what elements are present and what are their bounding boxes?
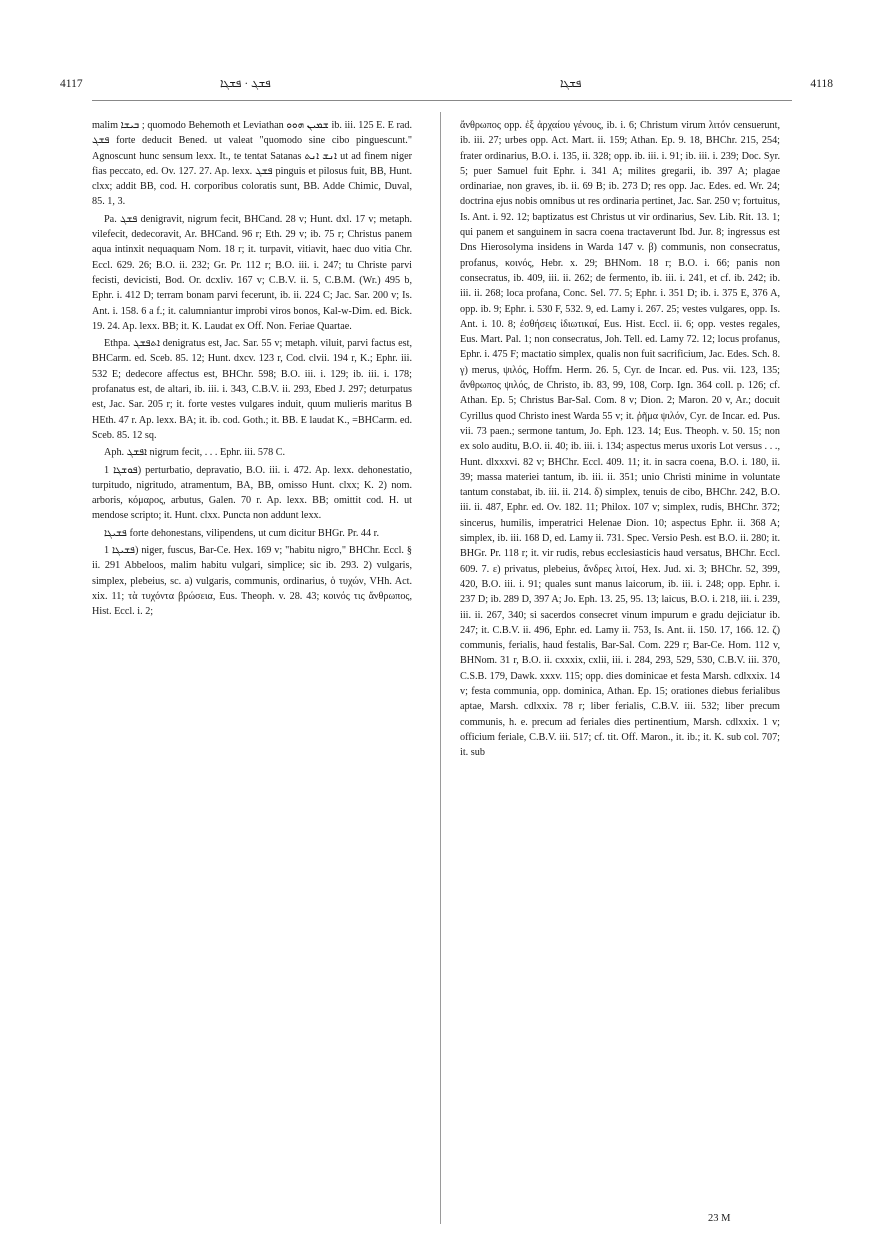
entry-paragraph: Ethpa. ܐܬܦܫܓ denigratus est, Jac. Sar. 55 v; metaph. viluit, parvi factus est, BHCarm. ed. Sceb. 85. 12; Hunt. dxcv. 123 r, Cod. clvii. 194 r, K.; Ephr. iii. 532 E; dedecore affectus est, BHChr. 598; B.O. iii. i. 129; ib. iii. i. 178; profanatus est, de altari, ib. iii. i. 343, C.B.V. ii. 293, Ebed J. 297; deturpatus est, Jac. Sar. 205 r; it. forte vestes vulgares induit, quum mulieris maritus B HEth. 47 r. Ap. lexx. BA; it. ib. cod. Goth.; it. BB. E laudat K., =BHCarm. ed. Sceb. 85. 12 sq. — [92, 338, 412, 441]
right-running-title: ܦܫܓܐ — [560, 78, 582, 90]
entry-paragraph: ܦܘܫܓܐ 1) perturbatio, depravatio, B.O. iii. i. 472. Ap. lexx. dehonestatio, turpitudo, nigritudo, atramentum, BA, BB, omisso Hunt. clxx; K. 2) nom. arboris, κόμαρος, arbutus, Galen. 70 r. Ap. lexx. BB; omittit cod. H. ut mendose scripto; it. Hunt. clxx. Puncta non addunt lexx. — [92, 464, 412, 522]
left-page-number: 4117 — [60, 78, 83, 90]
running-header — [60, 78, 833, 98]
signature-mark: 23 M — [708, 1213, 731, 1224]
entry-paragraph: ܦܫܝܓܐ forte dehonestans, vilipendens, ut cum dicitur BHGr. Pr. 44 r. — [104, 527, 380, 539]
left-column — [92, 118, 412, 1200]
entry-paragraph: ἄνθρωπος opp. ἐξ ἀρχαίου γένους, ib. i. 6; Christum virum λιτόν censuerunt, ib. iii. 27; urbes opp. Act. Mart. ii. 159; Athan. Ep. 9. 18, BHChr. 215, 254; frater ordinarius, B.O. i. 135, ii. 328; opp. ib. iii. i. 91; ib. iii. i. 239; Doc. Syr. 5; puer Samuel fuit Ephr. i. 341 A; milites gregarii, ib. 397 A; plagae ordinariae, non graves, ib. ii. 69 B; ib. 273 D; res opp. Jac. Edes. ed. Wr. 24; doctrina ejus nobis omnibus ut res ordinaria pertinet, Jac. Sar. 250 v; fortuitus, Is. Ant. i. 92. 12; baptizatus est Christus ut vir ordinarius, Sev. Lib. Rit. 13. 1; qui panem et sanguinem in sacra coena tractaverunt Ibd. Jur. 8; ingressus est Dns Hierosolyma insidens in Warda 147 v. β) communis, non consecratus, profanus, κοινός, Hebr. x. 29; BHNom. 18 r; B.O. i. 66; panis non consecratus, ib. 409, iii. ii. 262; de fermento, ib. iii. i. 241, et cf. ib. 242; ib. iii. ii. 268; loca profana, Conc. Sel. 77. 5; Ephr. i. 351 D; ib. i. 375 E, 376 A, opp. ib. 9; Ephr. i. 530 F, 532. 9, ed. Lamy i. 267. 25; vestes vulgares, opp. Is. Ant. i. 10. 8; ἐσθήσεις ἰδιωτικαί, Eus. Hist. Eccl. ii. 6; opp. vestes regales, Eus. Mart. Pal. 1; non consecratus, Joh. Tell. ed. Lamy 72. 12; locus profanus, Ephr. i. 475 F; mactatio simplex, qualis non fuit sacrificium, Jac. Edes. Sch. 8. γ) merus, ψιλός, Hoffm. Herm. 26. 5, Cyr. de Incar. ed. Pus. vii. 123, 135; ἄνθρωπος ψιλός, de Christo, ib. 83, 99, 108, Corp. Ign. 364 coll. p. 126; cf. Athan. Ep. 5; Christus Bar-Sal. Com. 8 v; Dion. 2; Maron. 20 v, Ar.; docuit Cyrillus quod Christo inest Warda 55 v; it. ῥῆμα ψιλόν, Cyr. de Incar. ed. Pus. vii. 73 paen.; sermone tantum, Jo. Eph. 123. 14; Eus. Theoph. v. 50. 15; non ex solo auditu, B.O. ii. 40; ib. iii. i. 134; aspectus merus uxoris Lot versus . . ., Hunt. dlxxxvi. 82 v; BHChr. Eccl. 409. 11; it. in sacra coena, B.O. i. 180, ii. 39; massa materiei tantum, ib. iii. ii. 351; unio Christi minime in voluntate tantum constabat, ib. iii. ii. 214. δ) simplex, tenuis de cibo, BHChr. 242, B.O. iii. ii. 487, Ephr. ed. Ov. 182. 11; Philox. 107 v; simplex, rudis, BHChr. 372; sincerus, humilis, imperatrici Helenae Dion. 10; aspectus Ephr. ii. 368 A; simplex, ib. iii. 168 D, ed. Lamy ii. 731. Spec. Versio Pesh. est B.O. ii. 280; it. BHGr. Pr. 118 r; it. vir rudis, rebus ecclesiasticis haud versatus, BHChr. Eccl. 609. 7. ε) privatus, plebeius, ἄνδρες λιτοί, Hex. Jud. xi. 3; BHChr. 52, 399, 420, B.O. iii. i. 91; quales sunt manus laicorum, ib. iii. i. 248; opp. Ephr. i. 237 D; ib. 289 D, 397 A; Jo. Eph. 13. 25, 95. 13; laicus, B.O. i. 218, iii. i. 239, iii. ii. 267, 340; si sacerdos consecret vinum impurum e gradu dejiciatur ib. 247; it. C.B.V. ii. 496, Ephr. ed. Lamy ii. 753, Is. Ant. ii. 150. 17, 166. 12. ζ) communis, ferialis, haud festalis, Bar-Sal. Com. 229 r; Bar-Ce. Hom. 112 v, BHNom. 31 r, B.O. ii. cxxxix, cxlii, iii. i. 284, 293, 529, 530, C.B.V. iii. 370, C.S.B. 179, Dawk. xxxv. 115; opp. dies dominicae et festa Marsh. cdlxxix. 14 v; festa communia, opp. dominica, Athan. Ep. 15; orationes diebus ferialibus aptae, Marsh. cdlxxix. 78 r; liber ferialis, C.B.V. iii. 532; liber precum communis, h. e. precum ad feriales dies pertinentium, Marsh. cdlxxix. 1 v; officium feriale, C.B.V. iii. 517; cf. tit. Off. Maron., it. ib.; it. K. sub col. 707; it. sub — [460, 120, 780, 759]
right-column — [460, 118, 780, 1200]
entry-paragraph: Aph. ܐܦܫܓ nigrum fecit, . . . Ephr. iii. 578 C. — [104, 447, 286, 459]
header-rule — [92, 100, 792, 101]
left-running-title: ܦܫܓ · ܦܫܓܐ — [220, 78, 271, 90]
entry-paragraph: ܦܫܝܓܐ 1) niger, fuscus, Bar-Ce. Hex. 169 v; "habitu nigro," BHChr. Eccl. § ii. 291 Abbeloos, malim habitu vulgari, simplice; sic ib. 293. 2) vulgaris, simplex, plebeius, sc. a) vulgaris, communis, ordinarius, ὁ τυχών, VHh. Act. xix. 11; τὰ τυχόντα βρώσεια, Eus. Theoph. v. 28. 43; κοινός τις ἄνθρωπος, Hist. Eccl. i. 2; — [92, 545, 412, 618]
entry-paragraph: Pa. ܦܫܓ denigravit, nigrum fecit, BHCand. 28 v; Hunt. dxl. 17 v; metaph. vilefecit, dedecoravit, Ar. BHCand. 96 r; Eth. 29 v; ib. 75 r; Christus panem aqua intinxit nequaquam Nom. 18 r; it. turpavit, vitiavit, haec duo vitia Chr. Eccl. 629. 26; B.O. ii. 232; Gr. Pr. 112 r; B.O. iii. i. 247; tu Christe parvi fecisti, devicisti, Bod. Or. dcxliv. 167 v; C.B.V. ii. 5, C.B.M. (Wr.) 495 b, Ephr. i. 412 D; terram bonam parvi fecerunt, ib. ii. 224 C; Jac. Sar. 200 v; Is. Ant. i. 158. 6 a f.; it. calumniantur improbi viros bonos, Kal-w-Dim. ed. Bick. 19. 24. Ap. lexx. BB; it. K. Laudat ex Off. Non. Feriae Quartae. — [92, 213, 412, 332]
column-divider — [440, 112, 441, 1224]
entry-paragraph: malim ܒܝܫܐ ; quomodo Behemoth et Leviathan ܫܡܝܢ ܗܘܘ ib. iii. 125 E. E rad. ܦܫܓ forte deducit Bened. ut valeat "quomodo sine cibo pinguescunt." Agnoscunt hunc sensum lexx. It., te tentat Satanas ܐܢܫ ܐܢܬ ut ad finem niger fias peccato, ed. Ov. 127. 27. Ap. lexx. ܦܫܓ pinguis et pilosus fuit, BB, Hunt. clxx; addit BB, cod. H. corporibus coloratis sunt, BB. Adde Chimic, Duval, 85. 1, 3. — [92, 120, 412, 208]
right-page-number: 4118 — [810, 78, 833, 90]
